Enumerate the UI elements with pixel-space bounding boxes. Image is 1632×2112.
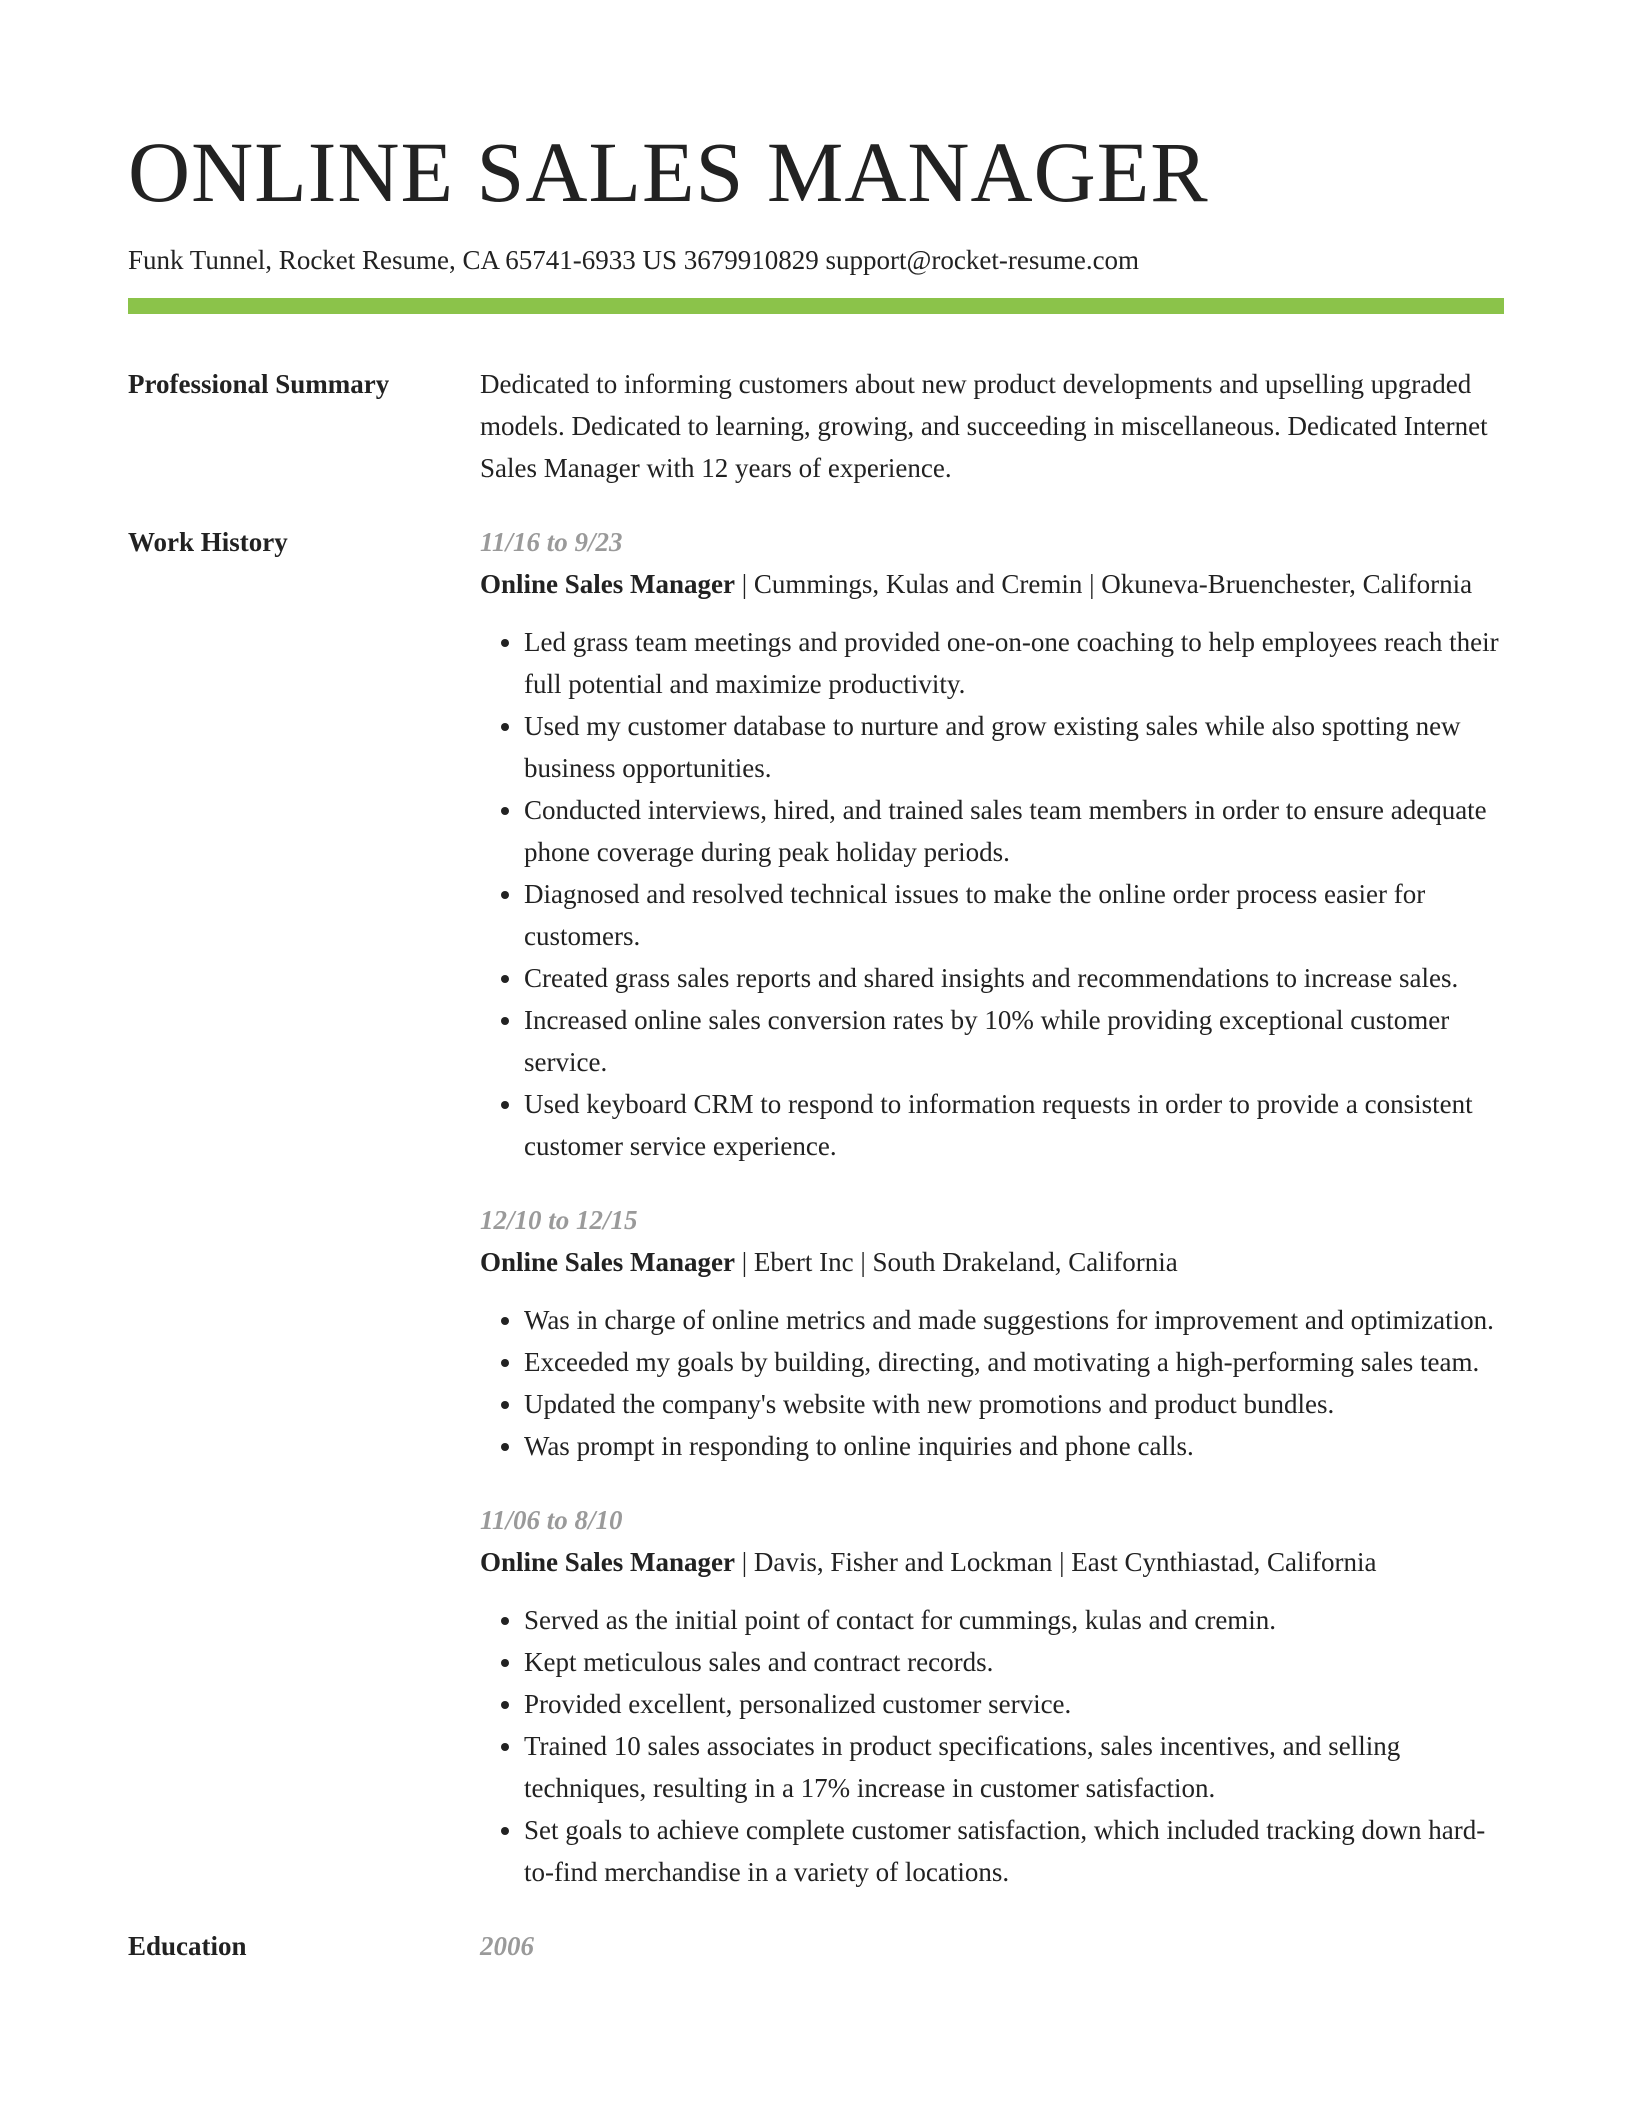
bullet-item: • Served as the initial point of contact for cummings, kulas and cremin. (524, 1599, 1504, 1641)
job-bullets (480, 1299, 1504, 1467)
bullet-item: • Conducted interviews, hired, and trained sales team members in order to ensure adequate phone coverage during peak holiday periods. (524, 789, 1504, 873)
work-history-list (480, 521, 1504, 1893)
job-title: Online Sales Manager (480, 569, 735, 599)
section-label-work-history: Work History (128, 527, 288, 557)
job-title-line (480, 1541, 1504, 1583)
job-details: | Ebert Inc | South Drakeland, California (735, 1247, 1178, 1277)
job-title-line (480, 1241, 1504, 1283)
education-section (128, 1925, 1504, 1967)
work-history-section (128, 521, 1504, 1893)
bullet-item: • Used my customer database to nurture and grow existing sales while also spotting new business opportunities. (524, 705, 1504, 789)
summary-text: Dedicated to informing customers about new product developments and upselling upgraded models. Dedicated to learning, growing, and succeeding in miscellaneous. Dedicated Internet Sales Manager with 12 years of experience. (480, 369, 1488, 483)
job-details: | Davis, Fisher and Lockman | East Cynthiastad, California (735, 1547, 1377, 1577)
bullet-item: • Created grass sales reports and shared insights and recommendations to increase sales. (524, 957, 1504, 999)
job-dates: 11/06 to 8/10 (480, 1505, 623, 1535)
job-dates: 12/10 to 12/15 (480, 1205, 638, 1235)
education-list (480, 1925, 1504, 1967)
job-bullets (480, 1599, 1504, 1893)
job-details: | Cummings, Kulas and Cremin | Okuneva-Bruenchester, California (735, 569, 1473, 599)
section-label-education: Education (128, 1931, 247, 1961)
job-entry (480, 1199, 1504, 1467)
bullet-item: • Exceeded my goals by building, directing, and motivating a high-performing sales team. (524, 1341, 1504, 1383)
bullet-item: • Updated the company's website with new promotions and product bundles. (524, 1383, 1504, 1425)
resume-title: ONLINE SALES MANAGER (128, 124, 1209, 220)
job-entry (480, 521, 1504, 1167)
bullet-item: • Trained 10 sales associates in product specifications, sales incentives, and selling techniques, resulting in a 17% increase in customer satisfaction. (524, 1725, 1504, 1809)
bullet-item: • Used keyboard CRM to respond to information requests in order to provide a consistent customer service experience. (524, 1083, 1504, 1167)
accent-divider (128, 298, 1504, 314)
resume-page (128, 0, 1504, 1967)
contact-line: Funk Tunnel, Rocket Resume, CA 65741-6933 US 3679910829 support@rocket-resume.com (128, 245, 1140, 275)
education-dates: 2006 (480, 1931, 534, 1961)
job-title: Online Sales Manager (480, 1247, 735, 1277)
job-dates: 11/16 to 9/23 (480, 527, 623, 557)
bullet-item: • Led grass team meetings and provided one-on-one coaching to help employees reach their full potential and maximize productivity. (524, 621, 1504, 705)
bullet-item: • Provided excellent, personalized customer service. (524, 1683, 1504, 1725)
bullet-item: • Diagnosed and resolved technical issues to make the online order process easier for customers. (524, 873, 1504, 957)
section-label-summary: Professional Summary (128, 369, 390, 399)
job-title-line (480, 563, 1504, 605)
bullet-item: • Kept meticulous sales and contract records. (524, 1641, 1504, 1683)
job-title: Online Sales Manager (480, 1547, 735, 1577)
bullet-item: • Set goals to achieve complete customer satisfaction, which included tracking down hard-to-find merchandise in a variety of locations. (524, 1809, 1504, 1893)
bullet-item: • Was in charge of online metrics and made suggestions for improvement and optimization. (524, 1299, 1504, 1341)
job-entry (480, 1499, 1504, 1893)
job-bullets (480, 621, 1504, 1167)
professional-summary-section (128, 363, 1504, 489)
bullet-item: • Was prompt in responding to online inquiries and phone calls. (524, 1425, 1504, 1467)
bullet-item: • Increased online sales conversion rates by 10% while providing exceptional customer service. (524, 999, 1504, 1083)
